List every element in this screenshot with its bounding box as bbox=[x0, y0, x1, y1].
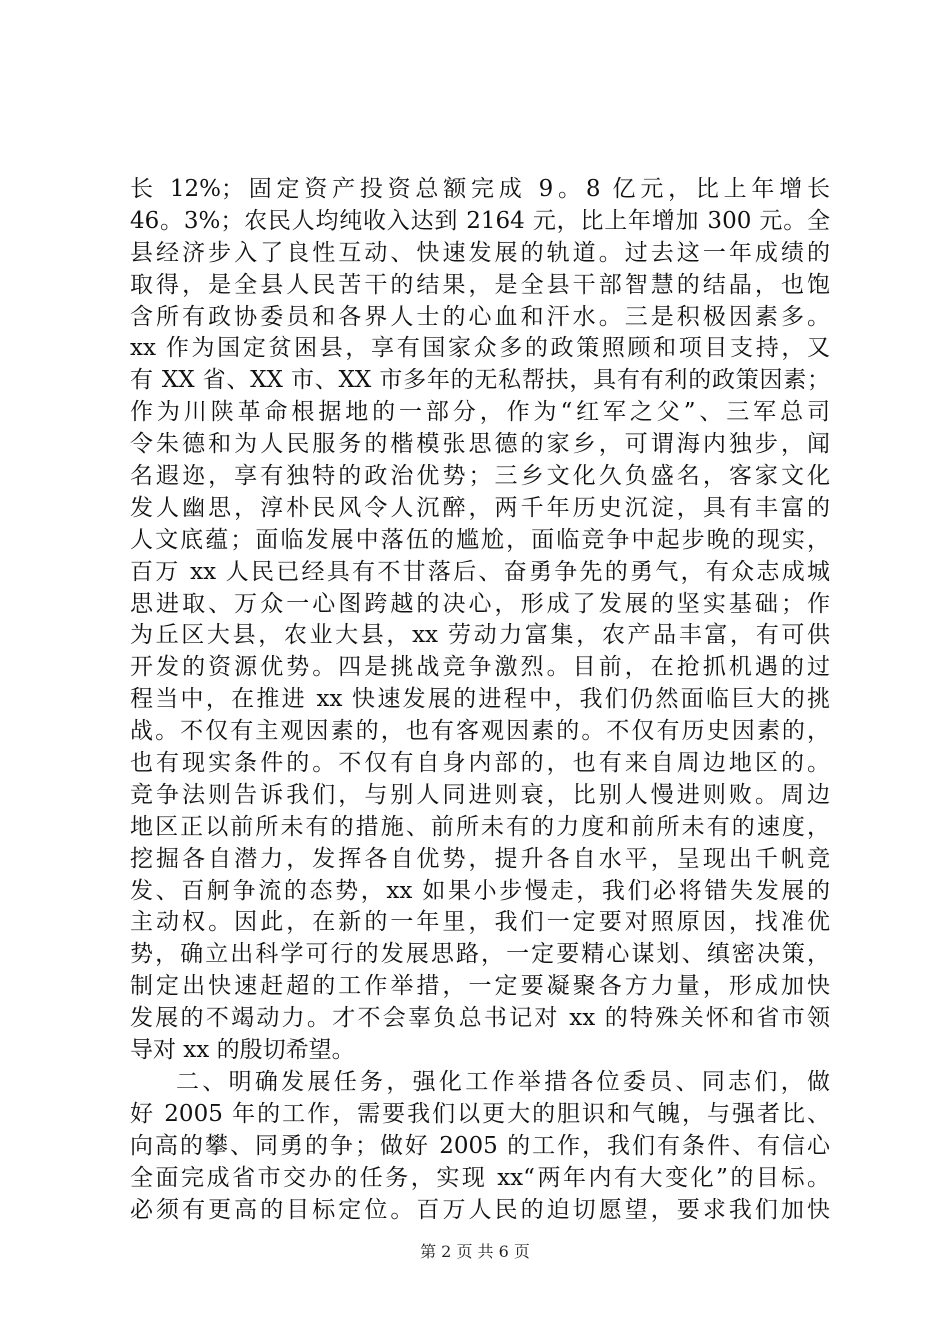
text-line: 也有现实条件的。不仅有自身内部的，也有来自周边地区的。 bbox=[130, 750, 830, 777]
text-line: 取得，是全县人民苦干的结果，是全县干部智慧的结晶，也饱 bbox=[130, 271, 830, 298]
text-line: 人文底蕴；面临发展中落伍的尴尬，面临竞争中起步晚的现实， bbox=[130, 526, 830, 553]
text-line: 思进取、万众一心图跨越的决心，形成了发展的坚实基础；作 bbox=[130, 590, 830, 617]
text-line: 发人幽思，淳朴民风令人沉醉，两千年历史沉淀，具有丰富的 bbox=[130, 494, 830, 521]
text-line: 战。不仅有主观因素的，也有客观因素的。不仅有历史因素的， bbox=[130, 718, 830, 745]
text-line: 竞争法则告诉我们，与别人同进则衰，比别人慢进则败。周边 bbox=[130, 781, 830, 808]
text-line: 百万 xx 人民已经具有不甘落后、奋勇争先的勇气，有众志成城 bbox=[130, 558, 830, 585]
body-text bbox=[130, 174, 830, 1226]
text-line: 挖掘各自潜力，发挥各自优势，提升各自水平，呈现出千帆竞 bbox=[130, 845, 830, 872]
text-line: 全面完成省市交办的任务，实现 xx“两年内有大变化”的目标。 bbox=[130, 1164, 830, 1191]
text-line: 县经济步入了良性互动、快速发展的轨道。过去这一年成绩的 bbox=[130, 239, 830, 266]
text-line: 发展的不竭动力。才不会辜负总书记对 xx 的特殊关怀和省市领 bbox=[130, 1005, 830, 1032]
page-number-footer: 第 2 页 共 6 页 bbox=[420, 1242, 530, 1261]
text-line: 主动权。因此，在新的一年里，我们一定要对照原因，找准优 bbox=[130, 909, 830, 936]
text-line: 长 12%；固定资产投资总额完成 9。8 亿元，比上年增长 bbox=[130, 176, 830, 202]
text-line: 开发的资源优势。四是挑战竞争激烈。目前，在抢抓机遇的过 bbox=[130, 654, 830, 681]
text-line: 令朱德和为人民服务的楷模张思德的家乡，可谓海内独步，闻 bbox=[130, 431, 830, 458]
text-line: 导对 xx 的殷切希望。 bbox=[130, 1037, 355, 1064]
text-line: 46。3%；农民人均纯收入达到 2164 元，比上年增加 300 元。全 bbox=[130, 207, 830, 234]
text-line: 地区正以前所未有的措施、前所未有的力度和前所未有的速度， bbox=[130, 813, 830, 840]
text-line: 制定出快速赶超的工作举措，一定要凝聚各方力量，形成加快 bbox=[130, 973, 830, 1000]
text-line: 向高的攀、同勇的争；做好 2005 的工作，我们有条件、有信心 bbox=[130, 1132, 830, 1159]
text-line: 名遐迩，享有独特的政治优势；三乡文化久负盛名，客家文化 bbox=[130, 463, 830, 490]
text-line: 势，确立出科学可行的发展思路，一定要精心谋划、缜密决策， bbox=[130, 941, 830, 968]
text-line: 必须有更高的目标定位。百万人民的迫切愿望，要求我们加快 bbox=[130, 1196, 830, 1223]
text-line: 好 2005 年的工作，需要我们以更大的胆识和气魄，与强者比、 bbox=[130, 1100, 830, 1127]
text-line: xx 作为国定贫困县，享有国家众多的政策照顾和项目支持，又 bbox=[130, 335, 830, 362]
text-line: 二、明确发展任务，强化工作举措各位委员、同志们，做 bbox=[176, 1068, 830, 1095]
text-line: 程当中，在推进 xx 快速发展的进程中，我们仍然面临巨大的挑 bbox=[130, 686, 830, 713]
text-line: 有 XX 省、XX 市、XX 市多年的无私帮扶，具有有利的政策因素； bbox=[130, 367, 830, 394]
text-line: 发、百舸争流的态势，xx 如果小步慢走，我们必将错失发展的 bbox=[130, 877, 830, 904]
text-line: 为丘区大县，农业大县，xx 劳动力富集，农产品丰富，有可供 bbox=[130, 622, 830, 649]
text-line: 含所有政协委员和各界人士的心血和汗水。三是积极因素多。 bbox=[130, 303, 830, 330]
text-line: 作为川陕革命根据地的一部分，作为“红军之父”、三军总司 bbox=[130, 399, 830, 426]
